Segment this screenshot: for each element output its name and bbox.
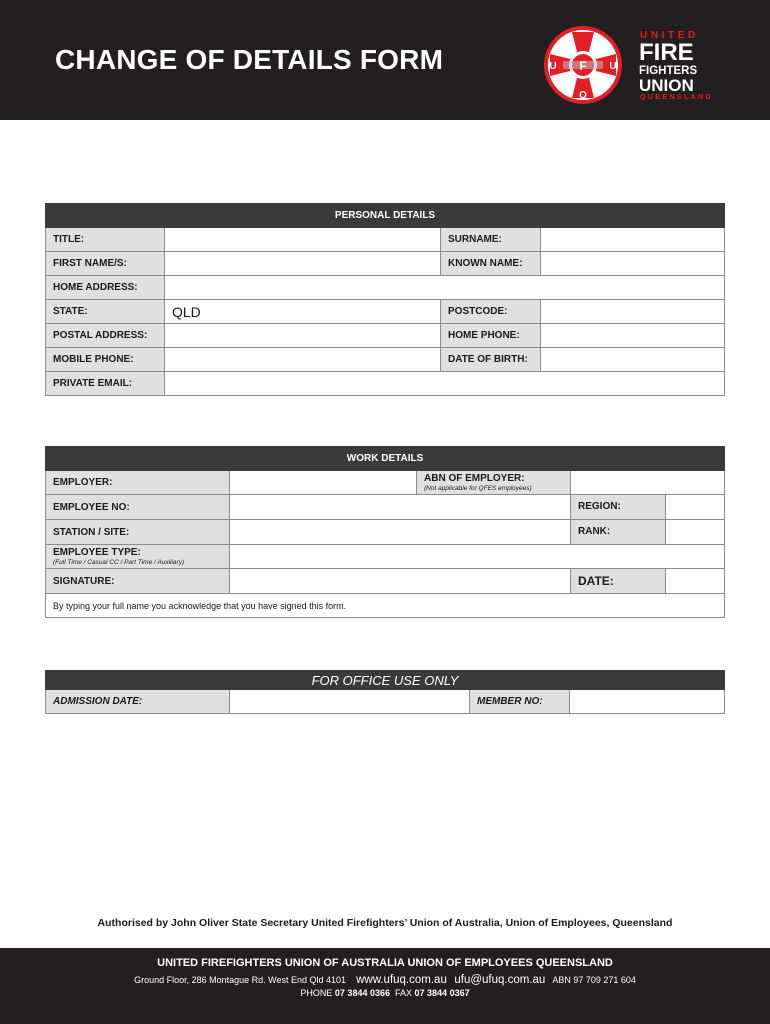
employer-label: EMPLOYER: <box>46 471 230 495</box>
first-name-label: FIRST NAME/S: <box>46 252 165 276</box>
region-label: REGION: <box>571 495 666 519</box>
footer-phone-label: PHONE <box>300 988 333 998</box>
surname-label: SURNAME: <box>441 228 541 252</box>
employee-no-field[interactable] <box>230 495 571 520</box>
employee-type-text: EMPLOYEE TYPE: <box>53 547 141 558</box>
postcode-field[interactable] <box>541 300 725 324</box>
logo-united-text: UNITED <box>640 30 699 41</box>
home-phone-label: HOME PHONE: <box>441 324 541 348</box>
station-site-field[interactable] <box>230 520 571 545</box>
employee-type-field[interactable] <box>230 545 725 569</box>
abn-label-text: ABN OF EMPLOYER: <box>424 473 525 484</box>
date-field[interactable] <box>666 569 724 593</box>
state-value: QLD <box>172 303 201 320</box>
footer-abn: ABN 97 709 271 604 <box>552 975 636 985</box>
abn-note: (Not applicable for QFES employees) <box>424 485 532 492</box>
logo-queensland-text: QUEENSLAND <box>640 94 714 101</box>
logo-letter-bottom: Q <box>579 90 587 101</box>
logo-letter-left: U <box>549 61 557 72</box>
surname-field[interactable] <box>541 228 725 252</box>
footer-phone-line <box>0 988 770 998</box>
home-address-label: HOME ADDRESS: <box>46 276 165 300</box>
member-no-label: MEMBER NO: <box>470 690 570 714</box>
home-address-field[interactable] <box>165 276 725 300</box>
mobile-phone-label: MOBILE PHONE: <box>46 348 165 372</box>
logo-fire-text: FIRE <box>639 39 694 66</box>
postal-address-field[interactable] <box>165 324 441 348</box>
authorisation-statement: Authorised by John Oliver State Secretary United Firefighters’ Union of Australia, Union of Employees, Queensland <box>97 917 673 929</box>
region-field[interactable] <box>666 495 724 519</box>
footer-address: Ground Floor, 286 Montague Rd. West End Qld 4101 <box>134 975 347 985</box>
first-name-field[interactable] <box>165 252 441 276</box>
signature-field[interactable] <box>230 569 571 594</box>
footer-contact-line <box>0 974 770 986</box>
abn-of-employer-label <box>417 471 571 495</box>
logo-letter-right: U <box>609 61 617 72</box>
member-no-field[interactable] <box>570 690 725 714</box>
admission-date-label: ADMISSION DATE: <box>46 690 230 714</box>
employee-type-note: (Full Time / Casual CC / Part Time / Auxiliary) <box>53 559 185 566</box>
maltese-cross-emblem <box>538 24 628 106</box>
private-email-field[interactable] <box>165 372 725 396</box>
rank-field[interactable] <box>666 520 724 544</box>
work-details-table <box>45 446 725 618</box>
logo-union-text: UNION <box>639 76 694 95</box>
footer-phone: 07 3844 0366 <box>334 988 390 998</box>
logo-fighters-text: FIGHTERS <box>639 65 698 77</box>
form-title: CHANGE OF DETAILS FORM <box>55 44 444 75</box>
office-use-table <box>45 670 725 714</box>
postcode-label: POSTCODE: <box>441 300 541 324</box>
personal-details-table <box>45 203 725 396</box>
mobile-phone-field[interactable] <box>165 348 441 372</box>
title-label: TITLE: <box>46 228 165 252</box>
footer-website-link[interactable]: www.ufuq.com.au <box>356 974 447 986</box>
footer-fax: 07 3844 0367 <box>414 988 470 998</box>
page-footer <box>0 948 770 1024</box>
ufuq-logo <box>538 24 714 106</box>
footer-union-name: UNITED FIREFIGHTERS UNION OF AUSTRALIA UNION OF EMPLOYEES QUEENSLAND <box>157 957 613 969</box>
state-label: STATE: <box>46 300 165 324</box>
work-details-heading: WORK DETAILS <box>46 447 725 471</box>
employee-type-label <box>46 545 230 569</box>
home-phone-field[interactable] <box>541 324 725 348</box>
page-header <box>0 0 770 120</box>
known-name-label: KNOWN NAME: <box>441 252 541 276</box>
date-of-birth-label: DATE OF BIRTH: <box>441 348 541 372</box>
abn-of-employer-field[interactable] <box>571 471 725 495</box>
title-field[interactable] <box>165 228 441 252</box>
logo-letter-center: F <box>579 59 587 73</box>
rank-label: RANK: <box>571 520 666 544</box>
footer-email-link[interactable]: ufu@ufuq.com.au <box>454 974 546 986</box>
employer-field[interactable] <box>230 471 417 495</box>
region-cell[interactable] <box>571 495 725 520</box>
footer-fax-label: FAX <box>395 988 413 998</box>
date-cell[interactable] <box>571 569 725 594</box>
acknowledgement-text: By typing your full name you acknowledge that you have signed this form. <box>46 594 725 618</box>
private-email-label: PRIVATE EMAIL: <box>46 372 165 396</box>
office-use-heading: FOR OFFICE USE ONLY <box>46 671 725 690</box>
personal-details-heading: PERSONAL DETAILS <box>46 204 725 228</box>
date-label: DATE: <box>571 569 666 593</box>
station-site-label: STATION / SITE: <box>46 520 230 545</box>
rank-cell[interactable] <box>571 520 725 545</box>
admission-date-field[interactable] <box>230 690 470 714</box>
signature-label: SIGNATURE: <box>46 569 230 594</box>
state-field[interactable] <box>165 300 441 324</box>
date-of-birth-field[interactable] <box>541 348 725 372</box>
postal-address-label: POSTAL ADDRESS: <box>46 324 165 348</box>
employee-no-label: EMPLOYEE NO: <box>46 495 230 520</box>
known-name-field[interactable] <box>541 252 725 276</box>
